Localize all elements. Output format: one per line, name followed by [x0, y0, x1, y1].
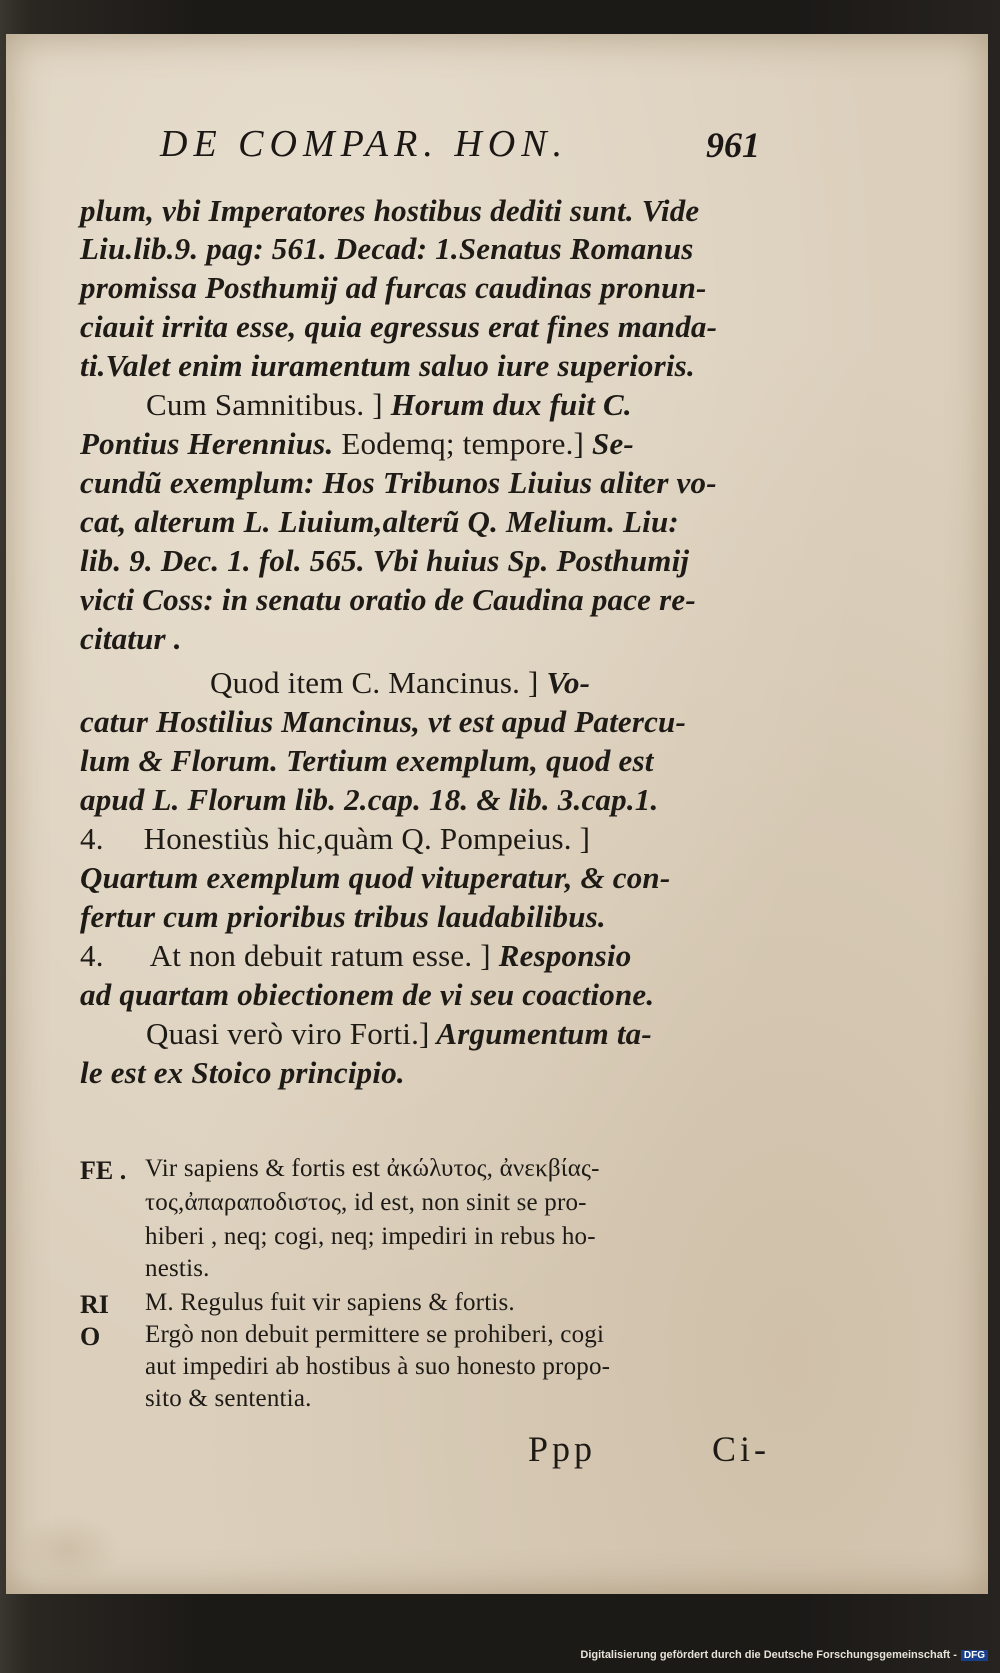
- lemma-line: [210, 664, 590, 702]
- commentary-text: Responsio: [490, 938, 632, 973]
- commentary-text: Argumentum ta-: [429, 1016, 652, 1051]
- lemma-number: 4.: [80, 821, 104, 856]
- lemma-line: [146, 1015, 652, 1053]
- text-line: lib. 9. Dec. 1. fol. 565. Vbi huius Sp. Posthumij: [80, 543, 690, 578]
- syllogism-line: M. Regulus fuit vir sapiens & fortis.: [145, 1289, 515, 1316]
- commentary-text: Horum dux fuit C.: [382, 387, 632, 422]
- text-line: promissa Posthumij ad furcas caudinas pronun-: [80, 270, 707, 305]
- text-line: ad quartam obiectionem de vi seu coactione.: [80, 977, 655, 1012]
- lemma-text: Quod item C. Mancinus. ]: [210, 665, 539, 700]
- text-line: victi Coss: in senatu oratio de Caudina pace re-: [80, 582, 696, 617]
- text-line: catur Hostilius Mancinus, vt est apud Patercu-: [80, 704, 687, 739]
- paper-stain: [12, 1514, 122, 1584]
- digitization-credit: [580, 1649, 988, 1661]
- text-line: ciauit irrita esse, quia egressus erat fines manda-: [80, 309, 718, 344]
- syllogism-label-o: O: [80, 1322, 101, 1351]
- text-line: cat, alterum L. Liuium,alterũ Q. Melium. Liu:: [80, 504, 679, 539]
- credit-text: Digitalisierung gefördert durch die Deutsche Forschungsgemeinschaft -: [580, 1649, 957, 1661]
- text-line: cundũ exemplum: Hos Tribunos Liuius aliter vo-: [80, 465, 717, 500]
- syllogism-line: hiberi , neq; cogi, neq; impediri in rebus ho-: [145, 1223, 596, 1250]
- text-line: Liu.lib.9. pag: 561. Decad: 1.Senatus Romanus: [80, 231, 694, 266]
- text-line: apud L. Florum lib. 2.cap. 18. & lib. 3.cap.1.: [80, 782, 659, 817]
- syllogism-label-ri: RI: [80, 1290, 109, 1319]
- lemma-line: [80, 820, 590, 858]
- commentary-text: Pontius Herennius.: [80, 426, 334, 461]
- lemma-text: Cum Samnitibus. ]: [146, 387, 383, 422]
- lemma-text: Eodemq; tempore.]: [333, 426, 585, 461]
- syllogism-line: Vir sapiens & fortis est ἀκώλυτος, ἀνεκβίας-: [145, 1155, 600, 1182]
- text-line: fertur cum prioribus tribus laudabilibus.: [80, 899, 606, 934]
- text-line: citatur .: [80, 621, 182, 656]
- text-line: plum, vbi Imperatores hostibus dediti sunt. Vide: [80, 193, 700, 228]
- text-line: ti.Valet enim iuramentum saluo iure superioris.: [80, 348, 695, 383]
- syllogism-line: sito & sententia.: [145, 1385, 312, 1412]
- lemma-text: Quasi verò viro Forti.]: [146, 1016, 430, 1051]
- text-line: Quartum exemplum quod vituperatur, & con-: [80, 860, 671, 895]
- syllogism-line: Ergò non debuit permittere se prohiberi, cogi: [145, 1321, 605, 1348]
- text-line: le est ex Stoico principio.: [80, 1055, 405, 1090]
- lemma-number: 4.: [80, 938, 104, 973]
- signature-mark: Ppp: [528, 1429, 597, 1469]
- syllogism-line: aut impediri ab hostibus à suo honesto propo-: [145, 1353, 611, 1380]
- text-line: lum & Florum. Tertium exemplum, quod est: [80, 743, 654, 778]
- lemma-line: [80, 937, 631, 975]
- syllogism-label-fe: FE .: [80, 1156, 127, 1185]
- syllogism-line: nestis.: [145, 1255, 210, 1282]
- catchword: Ci-: [712, 1429, 771, 1469]
- lemma-text: Honestiùs hic,quàm Q. Pompeius. ]: [143, 821, 591, 856]
- page-number: 961: [706, 125, 760, 165]
- commentary-text: Se-: [584, 426, 634, 461]
- text-line: [80, 425, 634, 463]
- running-head: DE COMPAR. HON.: [160, 123, 569, 165]
- lemma-text: At non debuit ratum esse. ]: [149, 938, 491, 973]
- commentary-text: Vo-: [538, 665, 591, 700]
- dfg-logo: DFG: [961, 1650, 988, 1661]
- lemma-line: [146, 386, 632, 424]
- page-header: [160, 122, 760, 182]
- syllogism-line: τος,ἀπαραποδιστος, id est, non sinit se pro-: [145, 1189, 587, 1216]
